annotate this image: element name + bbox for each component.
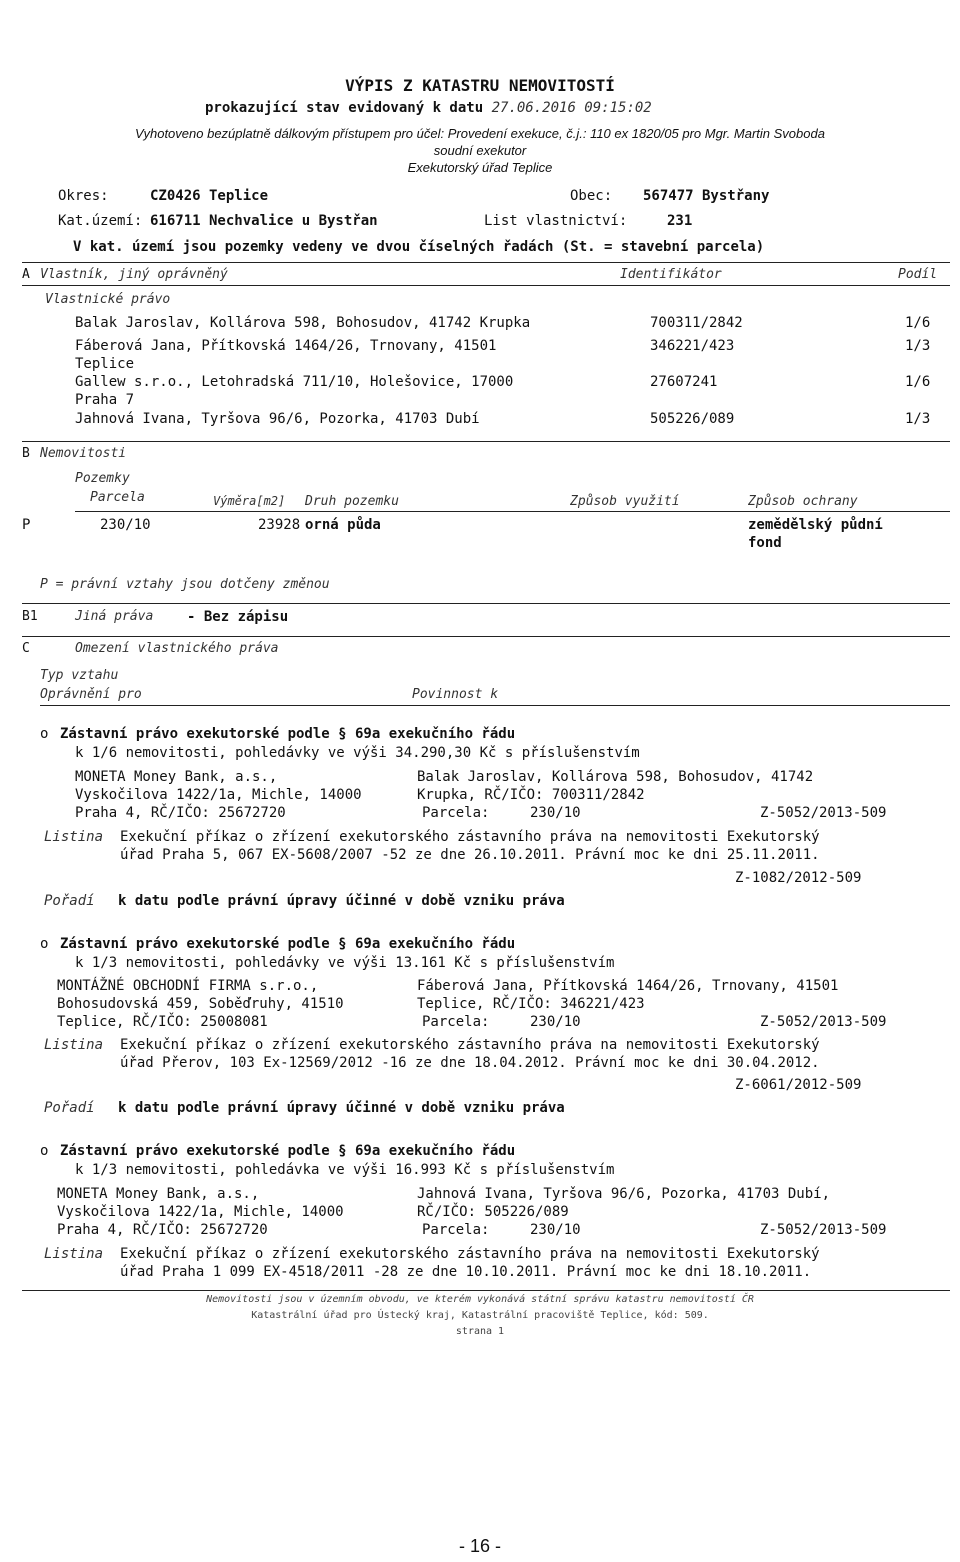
status-prefix: prokazující stav evidovaný k datu <box>205 100 484 116</box>
entry-2-order-label: Pořadí <box>44 1100 95 1116</box>
entry-2-left-1: MONTÁŽNÉ OBCHODNÍ FIRMA s.r.o., <box>57 978 319 994</box>
entry-2-parcel-value: 230/10 <box>530 1014 581 1030</box>
status-line <box>205 100 652 116</box>
entry-3-amount: k 1/3 nemovitosti, pohledávka ve výši 16.993 Kč s příslušenstvím <box>75 1162 615 1178</box>
entry-2-left-2: Bohosudovská 459, Soběďruhy, 41510 <box>57 996 344 1012</box>
owner-1-line1: Balak Jaroslav, Kollárova 598, Bohosudov, 41742 Krupka <box>75 315 531 331</box>
section-b1-value: - Bez zápisu <box>187 609 289 625</box>
lv-label: List vlastnictví: <box>484 213 628 229</box>
issued-line: Vyhotoveno bezúplatně dálkovým přístupem pro účel: Provedení exekuce, č.j.: 110 ex 1820/05 pro Mgr. Martin Svoboda <box>135 126 825 141</box>
katuzemi-value: 616711 Nechvalice u Bystřan <box>150 213 378 229</box>
entry-1-doc-2: úřad Praha 5, 067 EX-5608/2007 -52 ze dne 26.10.2011. Právní moc ke dni 25.11.2011. <box>120 847 820 863</box>
entry-2-right-1: Fáberová Jana, Přítkovská 1464/26, Trnovany, 41501 <box>417 978 839 994</box>
okres-value: CZ0426 Teplice <box>150 188 269 204</box>
divider <box>22 603 950 604</box>
entry-2-doc-ref: Z-6061/2012-509 <box>735 1077 862 1093</box>
section-c-letter: C <box>22 641 30 656</box>
entry-1-order-text: k datu podle právní úpravy účinné v době vzniku práva <box>118 893 565 909</box>
parcel-kind: orná půda <box>305 517 381 533</box>
entry-2-left-3: Teplice, RČ/IČO: 25008081 <box>57 1014 268 1030</box>
owner-2-line2: Teplice <box>75 356 135 372</box>
bullet-icon: o <box>40 936 49 952</box>
entry-3-right-2: RČ/IČO: 505226/089 <box>417 1204 569 1220</box>
okres-label: Okres: <box>58 188 109 204</box>
entry-1-parcel-value: 230/10 <box>530 805 581 821</box>
section-b1-letter: B1 <box>22 609 38 624</box>
divider <box>22 285 950 286</box>
entry-1-parcel-label: Parcela: <box>422 805 490 821</box>
entry-3-ref: Z-5052/2013-509 <box>760 1222 887 1238</box>
col-protection: Způsob ochrany <box>748 494 858 509</box>
entry-3-parcel-value: 230/10 <box>530 1222 581 1238</box>
entry-3-doc-label: Listina <box>44 1246 104 1262</box>
section-c-title: Omezení vlastnického práva <box>75 641 279 656</box>
owner-1-share: 1/6 <box>905 315 931 331</box>
entry-3-title: Zástavní právo exekutorské podle § 69a exekučního řádu <box>60 1143 516 1159</box>
lv-value: 231 <box>667 213 693 229</box>
footer-line-1: Nemovitosti jsou v územním obvodu, ve kterém vykonává státní správu katastru nemovitostí ČR <box>206 1294 754 1305</box>
entry-2-parcel-label: Parcela: <box>422 1014 490 1030</box>
entry-1-left-2: Vyskočilova 1422/1a, Michle, 14000 <box>75 787 362 803</box>
change-legend: P = právní vztahy jsou dotčeny změnou <box>40 577 330 592</box>
entry-3-left-1: MONETA Money Bank, a.s., <box>57 1186 260 1202</box>
entry-2-doc-2: úřad Přerov, 103 Ex-12569/2012 -16 ze dne 18.04.2012. Právní moc ke dni 30.04.2012. <box>120 1055 820 1071</box>
kat-note: V kat. území jsou pozemky vedeny ve dvou číselných řadách (St. = stavební parcela) <box>73 239 765 255</box>
footer-line-3: strana 1 <box>455 1326 505 1337</box>
bullet-icon: o <box>40 726 49 742</box>
col-use: Způsob využití <box>570 494 680 509</box>
owner-3-share: 1/6 <box>905 374 931 390</box>
col-kind: Druh pozemku <box>305 494 399 509</box>
col-parcel: Parcela <box>90 490 145 505</box>
owner-4-line1: Jahnová Ivana, Tyršova 96/6, Pozorka, 41703 Dubí <box>75 411 480 427</box>
entry-2-title: Zástavní právo exekutorské podle § 69a exekučního řádu <box>60 936 516 952</box>
obec-value: 567477 Bystřany <box>643 188 770 204</box>
parcel-area: 23928 <box>258 517 301 533</box>
entry-1-order-label: Pořadí <box>44 893 95 909</box>
entry-3-parcel-label: Parcela: <box>422 1222 490 1238</box>
entry-1-right-1: Balak Jaroslav, Kollárova 598, Bohosudov, 41742 <box>417 769 814 785</box>
entry-1-right-2: Krupka, RČ/IČO: 700311/2842 <box>417 787 645 803</box>
col-share: Podíl <box>898 267 938 282</box>
entry-2-ref: Z-5052/2013-509 <box>760 1014 887 1030</box>
section-a-title: Vlastník, jiný oprávněný <box>40 267 228 282</box>
entry-1-ref: Z-5052/2013-509 <box>760 805 887 821</box>
owner-4-id: 505226/089 <box>650 411 735 427</box>
owner-2-id: 346221/423 <box>650 338 735 354</box>
entry-2-order-text: k datu podle právní úpravy účinné v době vzniku práva <box>118 1100 565 1116</box>
divider <box>75 511 950 512</box>
entry-1-amount: k 1/6 nemovitosti, pohledávky ve výši 34.290,30 Kč s příslušenstvím <box>75 745 640 761</box>
row-flag: P <box>22 517 31 533</box>
entry-3-doc-2: úřad Praha 1 099 EX-4518/2011 -28 ze dne 10.10.2011. Právní moc ke dni 18.10.2011. <box>120 1264 812 1280</box>
owner-3-id: 27607241 <box>650 374 718 390</box>
entry-1-doc-1: Exekuční příkaz o zřízení exekutorského zástavního práva na nemovitosti Exekutorský <box>120 829 820 845</box>
divider <box>22 636 950 637</box>
owner-1-id: 700311/2842 <box>650 315 743 331</box>
entry-2-doc-1: Exekuční příkaz o zřízení exekutorského zástavního práva na nemovitosti Exekutorský <box>120 1037 820 1053</box>
entry-3-left-2: Vyskočilova 1422/1a, Michle, 14000 <box>57 1204 344 1220</box>
owner-3-line1: Gallew s.r.o., Letohradská 711/10, Holešovice, 17000 <box>75 374 514 390</box>
entry-3-right-1: Jahnová Ivana, Tyršova 96/6, Pozorka, 41703 Dubí, <box>417 1186 831 1202</box>
owner-3-line2: Praha 7 <box>75 392 135 408</box>
entry-1-doc-ref: Z-1082/2012-509 <box>735 870 862 886</box>
entry-1-title: Zástavní právo exekutorské podle § 69a exekučního řádu <box>60 726 516 742</box>
footer-line-2: Katastrální úřad pro Ústecký kraj, Katastrální pracoviště Teplice, kód: 509. <box>251 1310 709 1321</box>
footer-divider <box>22 1290 950 1291</box>
entry-2-doc-label: Listina <box>44 1037 104 1053</box>
section-b-letter: B <box>22 446 30 461</box>
bullet-icon: o <box>40 1143 49 1159</box>
divider <box>22 441 950 442</box>
parcel-protection-2: fond <box>748 535 782 551</box>
entry-2-amount: k 1/3 nemovitosti, pohledávky ve výši 13.161 Kč s příslušenstvím <box>75 955 615 971</box>
col-area: Výměra[m2] <box>213 494 286 508</box>
divider <box>40 705 950 706</box>
issued-office: Exekutorský úřad Teplice <box>407 160 553 175</box>
katuzemi-label: Kat.území: <box>58 213 143 229</box>
entry-1-left-1: MONETA Money Bank, a.s., <box>75 769 278 785</box>
entitled-label: Oprávnění pro <box>40 687 142 702</box>
entry-3-doc-1: Exekuční příkaz o zřízení exekutorského zástavního práva na nemovitosti Exekutorský <box>120 1246 820 1262</box>
entry-2-right-2: Teplice, RČ/IČO: 346221/423 <box>417 996 645 1012</box>
document-title: VÝPIS Z KATASTRU NEMOVITOSTÍ <box>345 76 615 95</box>
owner-4-share: 1/3 <box>905 411 931 427</box>
section-b-subtitle: Pozemky <box>75 471 130 486</box>
owner-2-line1: Fáberová Jana, Přítkovská 1464/26, Trnovany, 41501 <box>75 338 497 354</box>
entry-1-left-3: Praha 4, RČ/IČO: 25672720 <box>75 805 286 821</box>
section-a-letter: A <box>22 267 30 282</box>
status-datetime: 27.06.2016 09:15:02 <box>491 100 652 116</box>
entry-1-doc-label: Listina <box>44 829 104 845</box>
obligation-label: Povinnost k <box>412 687 499 702</box>
type-label: Typ vztahu <box>40 668 119 683</box>
obec-label: Obec: <box>570 188 613 204</box>
col-identifier: Identifikátor <box>620 267 722 282</box>
section-b1-title: Jiná práva <box>75 609 154 624</box>
parcel-protection-1: zemědělský půdní <box>748 517 883 533</box>
entry-3-left-3: Praha 4, RČ/IČO: 25672720 <box>57 1222 268 1238</box>
issued-role: soudní exekutor <box>433 143 527 158</box>
owner-2-share: 1/3 <box>905 338 931 354</box>
section-b-title: Nemovitosti <box>40 446 127 461</box>
divider <box>22 262 950 263</box>
page-number: - 16 - <box>458 1536 501 1556</box>
parcel-number: 230/10 <box>100 517 151 533</box>
section-a-subtitle: Vlastnické právo <box>45 292 171 307</box>
